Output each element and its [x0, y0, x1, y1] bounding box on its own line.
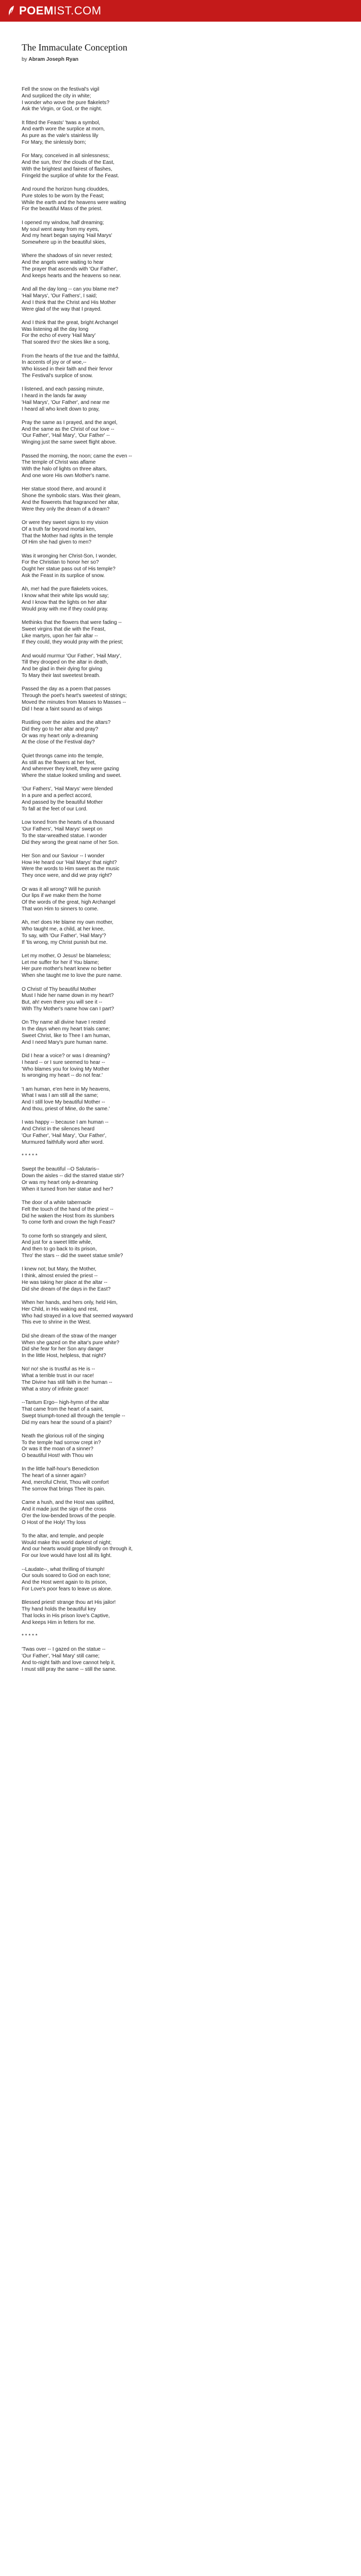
poem-line: Did they go to her altar and pray?: [22, 726, 99, 732]
poem-stanza: [22, 1266, 341, 1293]
poem-line: --Laudate--, what thrilling of triumph!: [22, 1566, 105, 1572]
poem-line: Till they drooped on the altar in death,: [22, 659, 108, 666]
poem-line: Her statue stood there, and around it: [22, 486, 106, 493]
poem-line: And keeps hearts and the heavens so near.: [22, 273, 121, 279]
poem-line: While the earth and the heavens were waiting: [22, 199, 126, 206]
poem-line: And I still love My beautiful Mother --: [22, 1099, 105, 1106]
poem-line: And the sun, thro' the clouds of the East,: [22, 160, 114, 166]
poem-line: I was happy -- because I am human --: [22, 1120, 109, 1126]
poem-line: And passed by the beautiful Mother: [22, 800, 103, 806]
poem-stanza: [22, 1087, 341, 1113]
poem-line: I heard -- or I sure seemed to hear --: [22, 1059, 105, 1065]
poem-stanza: [22, 1500, 341, 1526]
poem-line: 'Our Father', 'Hail Mary', 'Our Father',: [22, 1132, 107, 1139]
poem-line: The Festival's surplice of snow.: [22, 372, 93, 379]
poem-line: I know what their white lips would say;: [22, 593, 109, 599]
poem-line: And it made just the sign of the cross: [22, 1506, 106, 1512]
poem-line: Or was it all wrong? Will he punish: [22, 886, 101, 892]
poem-line: 'Twas over -- I gazed on the statue --: [22, 1647, 106, 1653]
poem-line: To Mary their last sweetest breath.: [22, 673, 101, 679]
poem-line: Murmured faithfully word after word.: [22, 1139, 104, 1145]
poem-stanza: [22, 120, 341, 146]
poem-line: Did I hear a voice? or was I dreaming?: [22, 1053, 110, 1059]
poem-line: And be glad in their dying for giving: [22, 666, 103, 672]
poem-line: With the halo of lights on three altars,: [22, 466, 107, 472]
poem-line: Sweet virgins that die with the Feast,: [22, 626, 106, 632]
poem-line: At the close of the Festival day?: [22, 739, 95, 745]
poem-line: O'er the low-bended brows of the people.: [22, 1513, 116, 1519]
poem-line: I listened, and each passing minute,: [22, 386, 104, 393]
poem-line: And, merciful Christ, Thou wilt comfort: [22, 1480, 109, 1486]
poem-line: And I know that the lights on her altar: [22, 599, 107, 605]
poem-line: Swept triumph-toned all through the temple --: [22, 1413, 125, 1419]
poem-line: And Christ in the silences heard: [22, 1126, 95, 1132]
poem-stanza: [22, 187, 341, 213]
poem-line: For the beautiful Mass of the priest.: [22, 206, 103, 212]
poem-line: And I think that the great, bright Archangel: [22, 319, 118, 326]
logo-suffix: IST.COM: [53, 4, 102, 17]
poem-line: For the echo of every 'Hail Mary': [22, 333, 96, 339]
poem-line: If they could, they would pray with the priest;: [22, 639, 123, 646]
poem-line: It fitted the Feasts' 'twas a symbol,: [22, 120, 101, 126]
poem-line: Or were they sweet signs to my vision: [22, 519, 108, 526]
poem-line: I must still pray the same -- still the same.: [22, 1666, 117, 1672]
poem-line: That the Mother had rights in the temple: [22, 533, 113, 539]
poem-byline: [22, 57, 78, 62]
poem-line: Must I hide her name down in my heart?: [22, 993, 114, 999]
poem-line: The Divine has still faith in the human --: [22, 1380, 112, 1386]
poem-line: To the altar, and temple, and people: [22, 1533, 104, 1539]
poem-stanza: [22, 987, 341, 1013]
poem-line: Ah, me! does He blame my own mother,: [22, 920, 113, 926]
poem-line: When it turned from her statue and her?: [22, 1186, 113, 1192]
poem-line: And my heart began saying 'Hail Marys': [22, 233, 112, 239]
poem-line: And to-night faith and love cannot help it,: [22, 1659, 116, 1666]
poem-line: That locks in His prison love's Captive,: [22, 1613, 110, 1619]
poem-stanza: [22, 620, 341, 646]
poem-line: As still as the flowers at her feet,: [22, 759, 96, 766]
poem-line: To come forth so strangely and silent,: [22, 1233, 107, 1239]
poem-body: [22, 87, 341, 1680]
poem-stanza: [22, 420, 341, 446]
poem-line: In the little Host, helpless, that night?: [22, 1353, 106, 1359]
poem-line: Low toned from the hearts of a thousand: [22, 820, 114, 826]
poem-line: What a terrible trust in our race!: [22, 1373, 94, 1379]
poem-line: I knew not; but Mary, the Mother,: [22, 1266, 96, 1273]
poem-line: Where the shadows of sin never rested;: [22, 253, 113, 259]
poem-stanza: [22, 920, 341, 946]
poem-line: And our hearts would grope blindly on through it,: [22, 1546, 133, 1552]
poem-line: Did I hear a faint sound as of wings: [22, 706, 103, 712]
poem-line: And would murmur 'Our Father', 'Hail Mary',: [22, 653, 122, 659]
poem-stanza: [22, 520, 341, 546]
poem-stanza: [22, 453, 341, 480]
poem-line: For Mary, the sinlessly born;: [22, 140, 86, 146]
poem-line: With the brightest and fairest of flashes,: [22, 166, 112, 172]
poem-line: No! no! she is trustful as He is --: [22, 1366, 95, 1372]
poem-line: Were the words to Him sweet as the music: [22, 866, 120, 872]
poem-line: Did he waken the Host from its slumbers: [22, 1213, 114, 1219]
poem-stanza: [22, 1300, 341, 1326]
poem-stanza: [22, 1366, 341, 1393]
poem-line: Pure stoles to be worn by the Feast;: [22, 193, 105, 199]
poem-line: Her Child, in His waking and rest,: [22, 1306, 98, 1312]
poem-stanza: [22, 820, 341, 846]
poem-line: And thou, priest of Mine, do the same.': [22, 1106, 110, 1112]
poem-line: I heard all who knelt down to pray,: [22, 406, 100, 412]
poem-line: Sweet Christ, like to Thee I am human,: [22, 1032, 111, 1039]
poem-line: That won Him to sinners to come.: [22, 906, 99, 912]
poem-line: And I need Mary's pure human name.: [22, 1039, 108, 1045]
author-link[interactable]: Abram Joseph Ryan: [28, 57, 79, 62]
poem-stanza: [22, 1233, 341, 1260]
poem-line: But, ah! even there you will see it --: [22, 999, 103, 1006]
poem-line: 'Who blames you for loving My Mother: [22, 1066, 109, 1072]
poem-line: When her hands, and hers only, held Him,: [22, 1300, 118, 1306]
poem-stanza: [22, 653, 341, 680]
poem-line: Were glad of the way that I prayed.: [22, 306, 102, 312]
poem-stanza: [22, 753, 341, 779]
poem-line: And earth wore the surplice at morn,: [22, 126, 105, 132]
poem-line: * * * * *: [22, 1633, 38, 1639]
poem-line: Who had strayed in a love that seemed wayward: [22, 1313, 133, 1319]
poem-line: For Love's poor fears to leave us alone.: [22, 1586, 112, 1592]
poem-stanza: [22, 320, 341, 346]
poem-line: And the angels were waiting to hear: [22, 260, 104, 266]
poem-stanza: [22, 786, 341, 812]
poem-line: Or was my heart only a-dreaming: [22, 733, 98, 739]
poem-line: When she gazed on the altar's pure white?: [22, 1340, 120, 1346]
poem-line: Passed the day as a poem that passes: [22, 686, 111, 692]
poem-stanza: [22, 1633, 341, 1640]
poem-line: Did she fear for her Son any danger: [22, 1346, 104, 1352]
poem-stanza: [22, 153, 341, 179]
poem-line: Our lips if we make them the home: [22, 893, 102, 899]
poem-line: How He heard our 'Hail Marys' that night?: [22, 859, 117, 866]
poem-stanza: [22, 887, 341, 913]
poem-line: If 'tis wrong, my Christ punish but me.: [22, 939, 108, 945]
poem-line: 'Hail Marys', 'Our Father', and near me: [22, 399, 110, 405]
poem-line: Did they wrong the great name of her Son.: [22, 839, 119, 845]
poem-line: And the same as the Christ of our love --: [22, 426, 114, 432]
poem-line: 'Our Fathers', 'Hail Marys' swept on: [22, 826, 103, 832]
poem-line: On Thy name all divine have I rested: [22, 1020, 106, 1026]
poem-stanza: [22, 1120, 341, 1146]
poem-line: Thro' the stars -- did the sweet statue smile?: [22, 1253, 123, 1259]
poem-line: And round the horizon hung clouddes,: [22, 187, 109, 193]
site-header: [0, 0, 361, 22]
poem-stanza: [22, 386, 341, 413]
poem-line: Like martyrs, upon her fair altar --: [22, 633, 98, 639]
poem-line: What I was I am still all the same;: [22, 1093, 99, 1099]
poem-line: Would pray with me if they could pray.: [22, 606, 109, 612]
poem-line: This eve to shrine in the West.: [22, 1319, 91, 1326]
poem-line: To the star-wreathed statue. I wonder: [22, 833, 107, 839]
poem-line: From the hearts of the true and the faithful,: [22, 353, 120, 359]
poem-line: Did my ears hear the sound of a plaint?: [22, 1419, 112, 1426]
poem-line: And the flowerets that fragranced her altar,: [22, 499, 119, 505]
poem-line: 'Our Father', 'Hail Mary', 'Our Father' --: [22, 433, 110, 439]
poem-stanza: [22, 953, 341, 979]
poem-line: Winging just the same sweet flight above.: [22, 439, 117, 446]
poem-line: In the days when my heart trials came;: [22, 1026, 110, 1032]
poem-line: And I think that the Christ and His Mother: [22, 299, 116, 306]
poem-line: The sorrow that brings Thee its pain.: [22, 1486, 106, 1492]
poem-line: For our love would have lost all its light.: [22, 1553, 112, 1559]
poem-stanza: [22, 286, 341, 313]
poem-line: Shone the symbolic stars. Was their gleam,: [22, 493, 121, 499]
poem-stanza: [22, 1647, 341, 1673]
poem-line: I think, almost envied the priest --: [22, 1273, 98, 1279]
poem-stanza: [22, 220, 341, 246]
poem-stanza: [22, 720, 341, 746]
poem-stanza: [22, 1020, 341, 1046]
poem-line: --Tantum Ergo-- high-hymn of the altar: [22, 1400, 109, 1406]
poem-line: 'Hail Marys', 'Our Fathers', I said;: [22, 293, 97, 299]
poem-stanza: [22, 1600, 341, 1626]
poem-line: With Thy Mother's name how can I part?: [22, 1006, 114, 1012]
poem-line: Her Son and our Saviour -- I wonder: [22, 853, 105, 859]
poem-line: Ought her statue pass out of His temple?: [22, 566, 116, 572]
poem-line: Somewhere up in the beautiful skies,: [22, 240, 106, 246]
poem-stanza: [22, 853, 341, 879]
poem-line: That came from the heart of a saint,: [22, 1406, 104, 1412]
poem-stanza: [22, 586, 341, 613]
poem-stanza: [22, 553, 341, 580]
poem-stanza: [22, 87, 341, 113]
poem-line: Thy hand holds the beautiful key: [22, 1606, 96, 1613]
poem-line: Was listening all the day long: [22, 326, 89, 332]
poem-line: Or was my heart only a-dreaming: [22, 1179, 98, 1185]
poem-title: The Immaculate Conception: [22, 42, 127, 53]
poem-line: Moved the minutes from Masses to Masses --: [22, 699, 126, 705]
poem-line: That soared thro' the skies like a song,: [22, 340, 110, 346]
poem-line: Let me suffer for her if You blame;: [22, 959, 99, 965]
poem-line: Felt the touch of the hand of the priest --: [22, 1206, 113, 1212]
poem-line: 'Our Fathers', 'Hail Marys' were blended: [22, 786, 113, 792]
poem-stanza: [22, 1333, 341, 1360]
poem-stanza: [22, 486, 341, 513]
poem-line: Who kissed in their faith and their fervor: [22, 366, 113, 372]
poem-line: Did she dream of the straw of the manger: [22, 1333, 117, 1339]
poem-line: The prayer that ascends with 'Our Father',: [22, 266, 118, 273]
poem-stanza: [22, 1200, 341, 1226]
poem-line: And then to go back to its prison,: [22, 1246, 97, 1252]
poem-line: Swept the beautiful --O Salutaris--: [22, 1166, 100, 1173]
quill-icon: [7, 5, 15, 16]
poem-line: Who taught me, a child, at her knee,: [22, 926, 105, 932]
poem-line: Of a truth far beyond mortal ken,: [22, 526, 96, 532]
poem-line: The door of a white tabernacle: [22, 1199, 92, 1206]
poem-line: To come forth and crown the high Feast?: [22, 1219, 116, 1226]
poem-line: Blessed priest! strange thou art His jailor!: [22, 1600, 116, 1606]
poem-line: Or was it the moan of a sinner?: [22, 1446, 93, 1452]
poem-line: He was taking her place at the altar --: [22, 1279, 108, 1285]
poem-line: Ask the Feast in its surplice of snow.: [22, 573, 105, 579]
poem-line: And all the day long -- can you blame me?: [22, 286, 119, 293]
poem-line: Down the aisles -- did the starred statue stir?: [22, 1173, 124, 1179]
poem-line: And surpliced the city in white;: [22, 93, 91, 99]
poem-line: To say, with 'Our Father', 'Hail Mary'?: [22, 933, 106, 939]
poem-line: Fringeld the surplice of white for the Feast.: [22, 173, 119, 179]
poem-line: I opened my window, half dreaming;: [22, 219, 104, 226]
poem-line: In accents of joy or of woe,--: [22, 360, 87, 366]
poem-line: What a story of infinite grace!: [22, 1386, 89, 1392]
poem-line: Let my mother, O Jesus! be blameless;: [22, 953, 111, 959]
poem-line: Would make this world darkest of night;: [22, 1539, 112, 1546]
poem-line: Neath the glorious roll of the singing: [22, 1433, 104, 1439]
poem-stanza: [22, 1400, 341, 1426]
poem-line: When she taught me to love the pure name.: [22, 973, 122, 979]
poem-line: Rustling over the aisles and the altars?: [22, 720, 111, 726]
poem-line: 'Our Father', 'Hail Mary' still came;: [22, 1653, 100, 1659]
poem-line: Ah, me! had the pure flakelets voices,: [22, 586, 108, 592]
poem-line: The temple of Christ was aflame: [22, 460, 96, 466]
poem-stanza: [22, 1053, 341, 1079]
poem-line: To fall at the feet of our Lord.: [22, 806, 88, 812]
poem-line: Was it wronging her Christ-Son, I wonder,: [22, 553, 117, 559]
logo-text: POEM: [19, 4, 54, 17]
poem-line: Of the words of the great, high Archangel: [22, 900, 116, 906]
poem-line: Came a hush, and the Host was uplifted,: [22, 1500, 115, 1506]
by-label: by: [22, 57, 27, 62]
poem-line: Where the statue looked smiling and sweet.: [22, 773, 122, 779]
poem-stanza: [22, 253, 341, 279]
poem-line: Quiet throngs came into the temple,: [22, 753, 104, 759]
poem-line: I heard in the lands far away: [22, 393, 87, 399]
site-logo[interactable]: [7, 4, 102, 18]
poem-stanza: [22, 1166, 341, 1193]
poem-stanza: [22, 353, 341, 380]
poem-line: The heart of a sinner again?: [22, 1473, 87, 1479]
poem-line: Were they only the dream of a dream?: [22, 506, 110, 512]
poem-line: In a pure and a perfect accord,: [22, 793, 92, 799]
poem-line: Pray the same as I prayed, and the angel,: [22, 419, 118, 426]
poem-line: 'I am human, e'en here in My heavens,: [22, 1086, 110, 1092]
poem-stanza: [22, 1466, 341, 1493]
poem-line: They once were, and did we pray right?: [22, 873, 112, 879]
poem-line: And one wore His own Mother's name.: [22, 472, 110, 479]
poem-line: Through the poet's heart's sweetest of strings;: [22, 693, 127, 699]
poem-line: In the little half-hour's Benediction: [22, 1466, 99, 1472]
poem-line: And keeps Him in fetters for me.: [22, 1619, 95, 1625]
poem-line: O Host of the Holy! Thy loss: [22, 1519, 86, 1526]
poem-line: Is wronging my heart -- do not fear.': [22, 1073, 103, 1079]
poem-line: Her pure mother's heart knew no better: [22, 966, 111, 972]
poem-line: For Mary, conceived in all sinlessness;: [22, 153, 110, 159]
poem-line: Fell the snow on the festival's vigil: [22, 87, 100, 92]
poem-line: As pure as the vale's stainless lily: [22, 133, 99, 139]
poem-line: I wonder who wove the pure flakelets?: [22, 99, 110, 106]
poem-line: My soul went away from my eyes,: [22, 226, 100, 232]
poem-line: Methinks that the flowers that were fading --: [22, 620, 122, 625]
poem-line: Of Him she had given to men?: [22, 539, 92, 546]
poem-line: And just for a sweet little while,: [22, 1240, 92, 1246]
poem-stanza: [22, 686, 341, 713]
poem-line: Our souls soared to God on each tone;: [22, 1573, 111, 1579]
poem-line: Ask the Virgin, or God, or the night.: [22, 106, 103, 112]
poem-line: And the Host went again to its prison,: [22, 1580, 107, 1586]
poem-line: O Christ! of Thy beautiful Mother: [22, 986, 96, 992]
poem-stanza: [22, 1433, 341, 1460]
poem-line: O beautiful Host! with Thou win: [22, 1453, 93, 1459]
poem-line: To the temple had sorrow crept in?: [22, 1439, 101, 1446]
poem-line: For the Christian to honor her so?: [22, 560, 99, 566]
poem-stanza: [22, 1153, 341, 1160]
poem-line: Did she dream of the days in the East?: [22, 1286, 111, 1292]
poem-stanza: [22, 1567, 341, 1593]
poem-line: And wherever they knelt, they were gazing: [22, 766, 119, 772]
poem-line: Passed the morning, the noon; came the even --: [22, 453, 133, 459]
poem-stanza: [22, 1533, 341, 1560]
poem-line: * * * * *: [22, 1153, 38, 1159]
